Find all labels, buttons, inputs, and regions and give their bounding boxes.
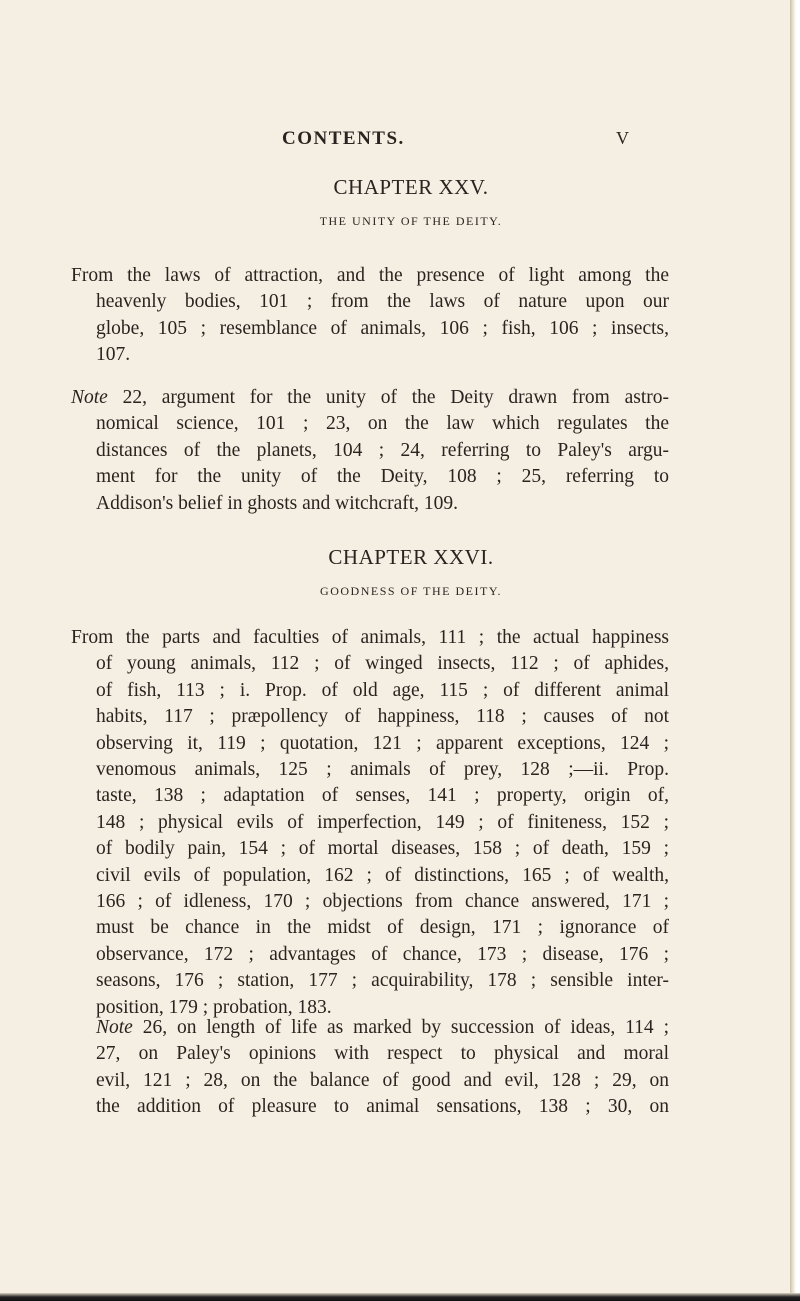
text-line: observing it, 119 ; quotation, 121 ; apparent exceptions, 124 ;: [96, 732, 669, 754]
text-line: the addition of pleasure to animal sensations, 138 ; 30, on: [96, 1096, 669, 1118]
chapter-xxvi-note: [96, 1015, 669, 1121]
note-first-line: [96, 1015, 669, 1041]
text-line: evil, 121 ; 28, on the balance of good and evil, 128 ; 29, on: [96, 1069, 669, 1091]
text-line: must be chance in the midst of design, 171 ; ignorance of: [96, 917, 669, 939]
text-line: civil evils of population, 162 ; of distinctions, 165 ; of wealth,: [96, 864, 669, 886]
text-line: position, 179 ; probation, 183.: [96, 996, 332, 1018]
text-line: nomical science, 101 ; 23, on the law which regulates the: [96, 413, 669, 435]
text-line: of young animals, 112 ; of winged insects, 112 ; of aphides,: [96, 653, 669, 675]
text-line: 27, on Paley's opinions with respect to physical and moral: [96, 1043, 669, 1065]
text-line: venomous animals, 125 ; animals of prey, 128 ;—ii. Prop.: [96, 759, 669, 781]
running-title: CONTENTS.: [282, 128, 405, 149]
text-line: seasons, 176 ; station, 177 ; acquirability, 178 ; sensible inter-: [96, 970, 669, 992]
text-line: 148 ; physical evils of imperfection, 149 ; of finiteness, 152 ;: [96, 811, 669, 833]
text-line: From the laws of attraction, and the presence of light among the: [71, 265, 669, 286]
text-line: From the parts and faculties of animals, 111 ; the actual happiness: [71, 627, 669, 648]
chapter-subtitle: THE UNITY OF THE DEITY.: [319, 214, 503, 228]
text-line: distances of the planets, 104 ; 24, referring to Paley's argu-: [96, 439, 669, 461]
note-label: Note: [96, 1017, 133, 1038]
chapter-xxv-summary: [71, 263, 669, 369]
text-line: 107.: [96, 344, 131, 366]
chapter-xxvi-summary: [71, 625, 669, 1021]
text-line: globe, 105 ; resemblance of animals, 106 ; fish, 106 ; insects,: [96, 317, 669, 339]
chapter-title: CHAPTER XXV.: [333, 175, 489, 199]
text-line: habits, 117 ; præpollency of happiness, 118 ; causes of not: [96, 706, 669, 728]
chapter-title: CHAPTER XXVI.: [328, 545, 494, 569]
running-head: [0, 128, 792, 150]
text-line: 166 ; of idleness, 170 ; objections from chance answered, 171 ;: [96, 891, 669, 913]
chapter-xxv-note: [71, 385, 669, 517]
page-edge-bottom: [0, 1293, 800, 1301]
text-line: of fish, 113 ; i. Prop. of old age, 115 ; of different animal: [96, 679, 669, 701]
text-line: 22, argument for the unity of the Deity drawn from astro-: [107, 387, 669, 408]
text-line: heavenly bodies, 101 ; from the laws of nature upon our: [96, 291, 669, 313]
note-label: Note: [71, 387, 108, 408]
text-line: ment for the unity of the Deity, 108 ; 25, referring to: [96, 466, 669, 488]
text-line: taste, 138 ; adaptation of senses, 141 ; property, origin of,: [96, 785, 669, 807]
text-line: of bodily pain, 154 ; of mortal diseases, 158 ; of death, 159 ;: [96, 838, 669, 860]
note-first-line: [71, 385, 669, 411]
text-line: 26, on length of life as marked by succession of ideas, 114 ;: [132, 1017, 669, 1038]
page-number: V: [616, 128, 630, 148]
chapter-heading-xxv: [0, 175, 792, 229]
chapter-subtitle: GOODNESS OF THE DEITY.: [320, 584, 502, 598]
page-edge-right: [790, 0, 800, 1301]
text-line: Addison's belief in ghosts and witchcraft, 109.: [96, 492, 459, 514]
chapter-heading-xxvi: [0, 545, 792, 599]
text-line: observance, 172 ; advantages of chance, 173 ; disease, 176 ;: [96, 943, 669, 965]
